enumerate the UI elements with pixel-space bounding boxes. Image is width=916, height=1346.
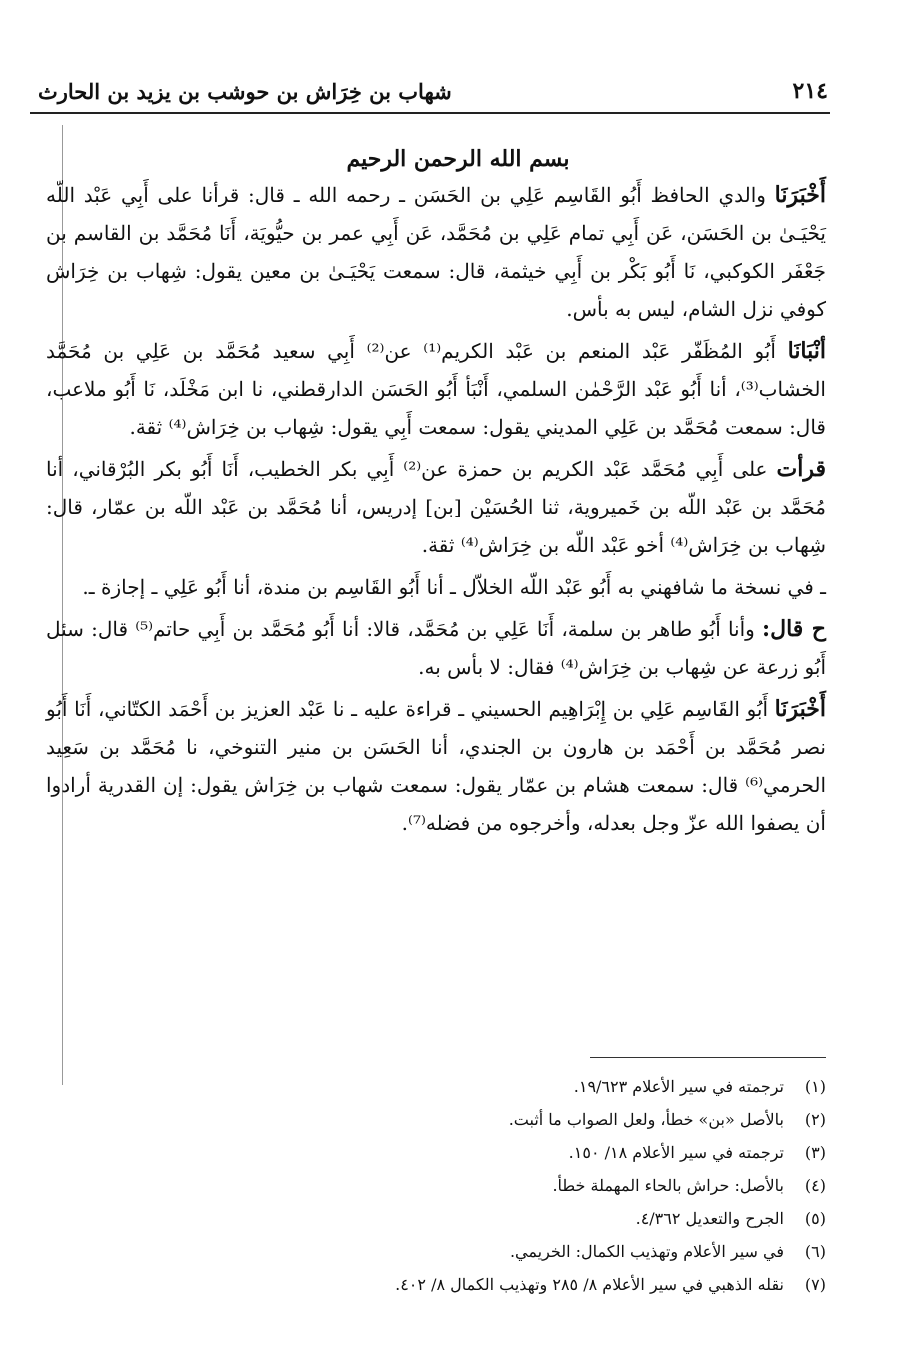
footnote-text: ترجمته في سير الأعلام ١٨/ ١٥٠. [568, 1143, 784, 1162]
paragraph-text: ـ في نسخة ما شافهني به أَبُو عَبْد اللّه الخلاّل ـ أنا أَبُو القَاسِم بن مندة، أنا أَبُو عَلِي ـ إجازة ـ. [82, 575, 826, 599]
paragraph [46, 610, 826, 686]
paragraph-lead: أَخْبَرَنَا [774, 696, 826, 722]
basmala: بسم الله الرحمن الرحيم [346, 146, 570, 172]
paragraph-text: أَبُو المُظَفّر عَبْد المنعم بن عَبْد الكريم⁽¹⁾ عن⁽²⁾ أَبِي سعيد مُحَمَّد بن عَلِي بن مُحَمَّد الخشاب⁽³⁾، أنا أَبُو عَبْد الرَّحْمٰن السلمي، أَنْبَأ أَبُو الحَسَن الدارقطني، نا ابن مَخْلَد، نَا أَبُو ملاعب، قال: سمعت مُحَمَّد بن عَلِي المديني يقول: سمعت أَبِي يقول: شِهاب بن خِرَاش⁽⁴⁾ ثقة. [46, 339, 826, 439]
paragraph-text: والدي الحافظ أَبُو القَاسِم عَلِي بن الحَسَن ـ رحمه الله ـ قال: قرأنا على أَبِي عَبْد اللّه يَحْيَـىٰ بن الحَسَن، عَن أَبِي تمام عَلِي بن مُحَمَّد، عَن أَبِي عمر بن حيُّويَة، أَنَا مُحَمَّد بن القاسم بن جَعْفَر الكوكبي، نَا أَبُو بَكْر بن أَبِي خيثمة، قال: سمعت يَحْيَـىٰ بن معين يقول: شِهاب بن خِرَاش كوفي نزل الشام، ليس به بأس. [46, 183, 826, 321]
footnote-text: بالأصل «بن» خطأ، ولعل الصواب ما أثبت. [508, 1110, 784, 1129]
footnote-number: (٧) [804, 1275, 826, 1294]
footnote-text: ترجمته في سير الأعلام ١٩/٦٢٣. [573, 1077, 784, 1096]
footnote [120, 1169, 826, 1202]
footnotes [120, 1070, 826, 1301]
paragraph-lead: ح قال: [762, 616, 826, 642]
header-rule [30, 112, 830, 114]
paragraph [46, 176, 826, 328]
footnote-number: (٦) [804, 1242, 826, 1261]
main-text [46, 176, 826, 846]
footnote-number: (٢) [804, 1110, 826, 1129]
footnote-text: نقله الذهبي في سير الأعلام ٨/ ٢٨٥ وتهذيب الكمال ٨/ ٤٠٢. [395, 1275, 784, 1294]
footnote-text: في سير الأعلام وتهذيب الكمال: الخريمي. [509, 1242, 784, 1261]
header-title: شهاب بن خِرَاش بن حوشب بن يزيد بن الحارث [38, 78, 452, 104]
footnote [120, 1136, 826, 1169]
paragraph [46, 450, 826, 564]
paragraph [46, 690, 826, 842]
footnote-text: الجرح والتعديل ٤/٣٦٢. [635, 1209, 784, 1228]
page-number: ٢١٤ [792, 78, 828, 104]
paragraph-lead: أَخْبَرَنَا [774, 182, 826, 208]
footnote-text: بالأصل: حراش بالحاء المهملة خطأ. [552, 1176, 784, 1195]
footnote-number: (٣) [804, 1143, 826, 1162]
paragraph-lead: قرأت [776, 456, 827, 482]
footnote [120, 1103, 826, 1136]
running-header [38, 74, 828, 108]
paragraph [46, 332, 826, 446]
paragraph-text: أَبُو القَاسِم عَلِي بن إِبْرَاهِيم الحسيني ـ قراءة عليه ـ نا عَبْد العزيز بن أَحْمَد الكتّاني، أَنَا أَبُو نصر مُحَمَّد بن أَحْمَد بن هارون بن الجندي، أنا الحَسَن بن منير التنوخي، نا مُحَمَّد بن سَعِيد الحرمي⁽⁶⁾ قال: سمعت هشام بن عمّار يقول: سمعت شهاب بن خِرَاش يقول: إن القدرية أرادوا أن يصفوا الله عزّ وجل بعدله، وأخرجوه من فضله⁽⁷⁾. [46, 697, 827, 835]
footnote-number: (٤) [804, 1176, 826, 1195]
footnote-rule [590, 1057, 826, 1058]
footnote [120, 1235, 826, 1268]
footnote-number: (٥) [804, 1209, 826, 1228]
footnote [120, 1268, 826, 1301]
footnote [120, 1202, 826, 1235]
paragraph [46, 568, 826, 606]
footnote-number: (١) [804, 1077, 826, 1096]
paragraph-text: على أَبِي مُحَمَّد عَبْد الكريم بن حمزة عن⁽²⁾ أَبِي بكر الخطيب، أَنَا أَبُو بكر البُرْقاني، أنا مُحَمَّد بن عَبْد اللّه بن خَميروية، ثنا الحُسَيْن [بن] إدريس، أنا مُحَمَّد بن عَبْد اللّه بن عمّار، قال: شِهاب بن خِرَاش⁽⁴⁾ أخو عَبْد اللّه بن خِرَاش⁽⁴⁾ ثقة. [46, 457, 826, 557]
paragraph-lead: أنْبَانَا [787, 338, 827, 364]
footnote [120, 1070, 826, 1103]
paragraph-text: وأنا أَبُو طاهر بن سلمة، أَنَا عَلِي بن مُحَمَّد، قالا: أنا أَبُو مُحَمَّد بن أَبِي حاتم⁽⁵⁾ قال: سئل أَبُو زرعة عن شِهاب بن خِرَاش⁽⁴⁾ فقال: لا بأس به. [46, 617, 826, 679]
